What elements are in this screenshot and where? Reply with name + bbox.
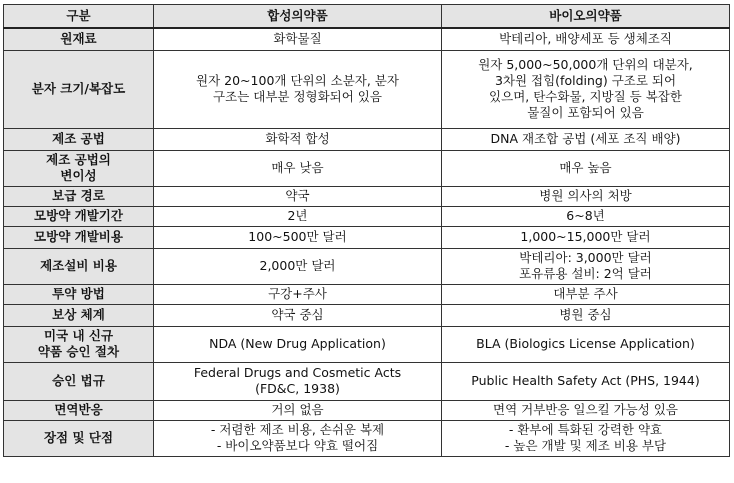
bio-cell (442, 284, 730, 304)
bio-cell (442, 362, 730, 400)
row-label-line: 변이성 (60, 168, 97, 183)
synthetic-cell (154, 420, 442, 456)
bio-cell (442, 304, 730, 326)
table-row (4, 362, 730, 400)
row-label (4, 420, 154, 456)
row-label (4, 362, 154, 400)
row-label-line: 보급 경로 (52, 188, 105, 203)
row-label-line: 원재료 (60, 31, 97, 47)
synthetic-cell (154, 400, 442, 420)
header-bio: 바이오의약품 (442, 5, 730, 29)
bio-cell (442, 186, 730, 206)
synthetic-cell-line: 약국 중심 (271, 307, 324, 322)
synthetic-cell-line: 구조는 대부분 정형화되어 있음 (213, 89, 382, 104)
row-label (4, 248, 154, 284)
table-row (4, 326, 730, 362)
row-label-line: 제조설비 비용 (40, 258, 117, 273)
table-header-row (4, 5, 730, 29)
synthetic-cell-line: 화학물질 (273, 31, 322, 47)
row-label-line: 모방약 개발기간 (34, 208, 123, 223)
bio-cell-line: 병원 중심 (559, 307, 612, 322)
synthetic-cell (154, 226, 442, 248)
row-label (4, 128, 154, 150)
row-label-line: 면역반응 (54, 402, 103, 417)
row-label (4, 186, 154, 206)
bio-cell-line: Public Health Safety Act (PHS, 1944) (471, 373, 700, 388)
synthetic-cell-line: 화학적 합성 (265, 131, 330, 146)
bio-cell (442, 128, 730, 150)
row-label-line: 제조 공법 (52, 131, 105, 146)
bio-cell-line: 원자 5,000~50,000개 단위의 대분자, (478, 57, 693, 72)
row-label-line: 제조 공법의 (46, 152, 111, 167)
comparison-table-container (3, 4, 729, 457)
bio-cell-line: BLA (Biologics License Application) (476, 336, 695, 351)
row-label (4, 150, 154, 186)
row-label-line: 분자 크기/복잡도 (31, 81, 126, 96)
bio-cell-line: 1,000~15,000만 달러 (520, 229, 651, 244)
bio-cell-line: 매우 높음 (559, 160, 612, 175)
synthetic-cell (154, 186, 442, 206)
bio-cell-line: 박테리아, 배양세포 등 생체조직 (499, 31, 672, 47)
bio-cell-line: - 높은 개발 및 제조 비용 부담 (504, 438, 667, 453)
bio-cell-line: 포유류용 설비: 2억 달러 (519, 266, 652, 281)
synthetic-cell-line: - 바이오약품보다 약효 떨어짐 (216, 438, 379, 453)
row-label-line: 모방약 개발비용 (34, 229, 123, 244)
synthetic-cell (154, 28, 442, 50)
synthetic-cell (154, 128, 442, 150)
row-label (4, 284, 154, 304)
bio-cell (442, 206, 730, 226)
synthetic-cell (154, 206, 442, 226)
bio-cell-line: 병원 의사의 처방 (539, 188, 632, 203)
table-row (4, 304, 730, 326)
bio-cell (442, 326, 730, 362)
table-row (4, 150, 730, 186)
table-row (4, 284, 730, 304)
row-label-line: 장점 및 단점 (43, 430, 114, 445)
table-row (4, 50, 730, 128)
bio-cell-line: 있으며, 탄수화물, 지방질 등 복잡한 (489, 89, 682, 104)
bio-cell (442, 248, 730, 284)
row-label-line: 승인 법규 (52, 373, 105, 388)
table-row (4, 206, 730, 226)
synthetic-cell-line: 매우 낮음 (271, 160, 324, 175)
bio-cell (442, 400, 730, 420)
row-label-line: 보상 체계 (52, 307, 105, 322)
synthetic-cell-line: NDA (New Drug Application) (209, 336, 386, 351)
bio-cell (442, 150, 730, 186)
header-category: 구분 (4, 5, 154, 29)
table-row (4, 420, 730, 456)
bio-cell-line: 3차원 접힘(folding) 구조로 되어 (494, 73, 677, 88)
synthetic-cell-line: 구강+주사 (268, 286, 327, 301)
synthetic-cell-line: 2,000만 달러 (259, 258, 336, 273)
bio-cell (442, 420, 730, 456)
row-label (4, 400, 154, 420)
bio-cell (442, 50, 730, 128)
synthetic-cell (154, 362, 442, 400)
synthetic-cell-line: - 저렴한 제조 비용, 손쉬운 복제 (210, 422, 385, 437)
synthetic-cell-line: 2년 (287, 208, 308, 223)
comparison-table (3, 4, 730, 457)
bio-cell (442, 28, 730, 50)
synthetic-cell-line: 거의 없음 (271, 402, 324, 417)
synthetic-cell (154, 326, 442, 362)
synthetic-cell (154, 248, 442, 284)
synthetic-cell-line: Federal Drugs and Cosmetic Acts (193, 365, 402, 380)
table-row (4, 128, 730, 150)
bio-cell-line: DNA 재조합 공법 (세포 조직 배양) (490, 131, 681, 146)
row-label-line: 미국 내 신규 (43, 328, 114, 343)
table-row (4, 186, 730, 206)
row-label (4, 206, 154, 226)
synthetic-cell (154, 304, 442, 326)
row-label (4, 226, 154, 248)
synthetic-cell-line: 약국 (285, 188, 310, 203)
table-row (4, 400, 730, 420)
bio-cell (442, 226, 730, 248)
bio-cell-line: 박테리아: 3,000만 달러 (519, 250, 652, 265)
bio-cell-line: 대부분 주사 (553, 286, 618, 301)
bio-cell-line: 면역 거부반응 일으킬 가능성 있음 (493, 402, 678, 417)
table-body (4, 28, 730, 456)
synthetic-cell (154, 150, 442, 186)
synthetic-cell (154, 284, 442, 304)
row-label (4, 304, 154, 326)
table-row (4, 248, 730, 284)
row-label (4, 326, 154, 362)
row-label-line: 약품 승인 절차 (37, 344, 120, 359)
synthetic-cell (154, 50, 442, 128)
table-row (4, 28, 730, 50)
synthetic-cell-line: 100~500만 달러 (248, 229, 347, 244)
table-row (4, 226, 730, 248)
bio-cell-line: 6~8년 (566, 208, 605, 223)
synthetic-cell-line: (FD&C, 1938) (255, 381, 340, 396)
row-label-line: 투약 방법 (52, 286, 105, 301)
row-label (4, 50, 154, 128)
bio-cell-line: 물질이 포함되어 있음 (527, 105, 644, 120)
row-label (4, 28, 154, 50)
header-synthetic: 합성의약품 (154, 5, 442, 29)
bio-cell-line: - 환부에 특화된 강력한 약효 (508, 422, 663, 437)
synthetic-cell-line: 원자 20~100개 단위의 소분자, 분자 (196, 73, 399, 88)
